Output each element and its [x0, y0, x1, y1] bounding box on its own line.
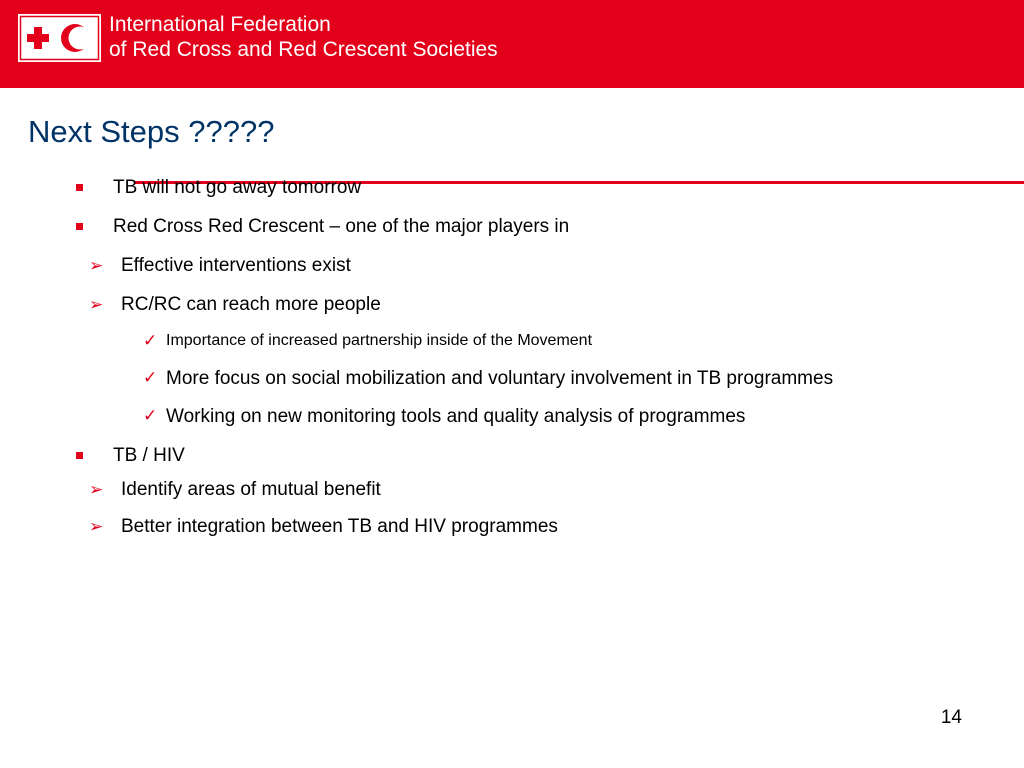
square-bullet-icon [76, 452, 83, 459]
bullet-item: Red Cross Red Crescent – one of the major players in [113, 216, 570, 237]
check-item: More focus on social mobilization and voluntary involvement in TB programmes [166, 368, 834, 389]
check-icon: ✓ [143, 406, 158, 426]
sub-bullet-item: RC/RC can reach more people [121, 294, 381, 315]
slide-title: Next Steps ????? [28, 114, 275, 149]
org-name-line-1: International Federation [109, 13, 331, 36]
sub-bullet-item: Effective interventions exist [121, 255, 351, 276]
check-icon: ✓ [143, 331, 158, 351]
sub-bullet-item: Better integration between TB and HIV programmes [121, 516, 558, 537]
square-bullet-icon [76, 223, 83, 230]
red-cross-red-crescent-icon [17, 13, 102, 63]
check-item: Working on new monitoring tools and quality analysis of programmes [166, 406, 746, 427]
check-icon: ✓ [143, 368, 158, 388]
check-item: Importance of increased partnership inside of the Movement [166, 332, 593, 349]
square-bullet-icon [76, 184, 83, 191]
sub-bullet-item: Identify areas of mutual benefit [121, 479, 381, 500]
org-name-line-2: of Red Cross and Red Crescent Societies [109, 38, 498, 61]
arrow-bullet-icon: ➢ [89, 517, 104, 537]
page-number: 14 [940, 707, 962, 728]
arrow-bullet-icon: ➢ [89, 295, 104, 315]
arrow-bullet-icon: ➢ [89, 256, 104, 276]
arrow-bullet-icon: ➢ [89, 480, 104, 500]
header-banner [0, 0, 1024, 88]
organization-name [109, 12, 498, 62]
bullet-item: TB will not go away tomorrow [113, 177, 362, 198]
bullet-item: TB / HIV [113, 445, 185, 466]
